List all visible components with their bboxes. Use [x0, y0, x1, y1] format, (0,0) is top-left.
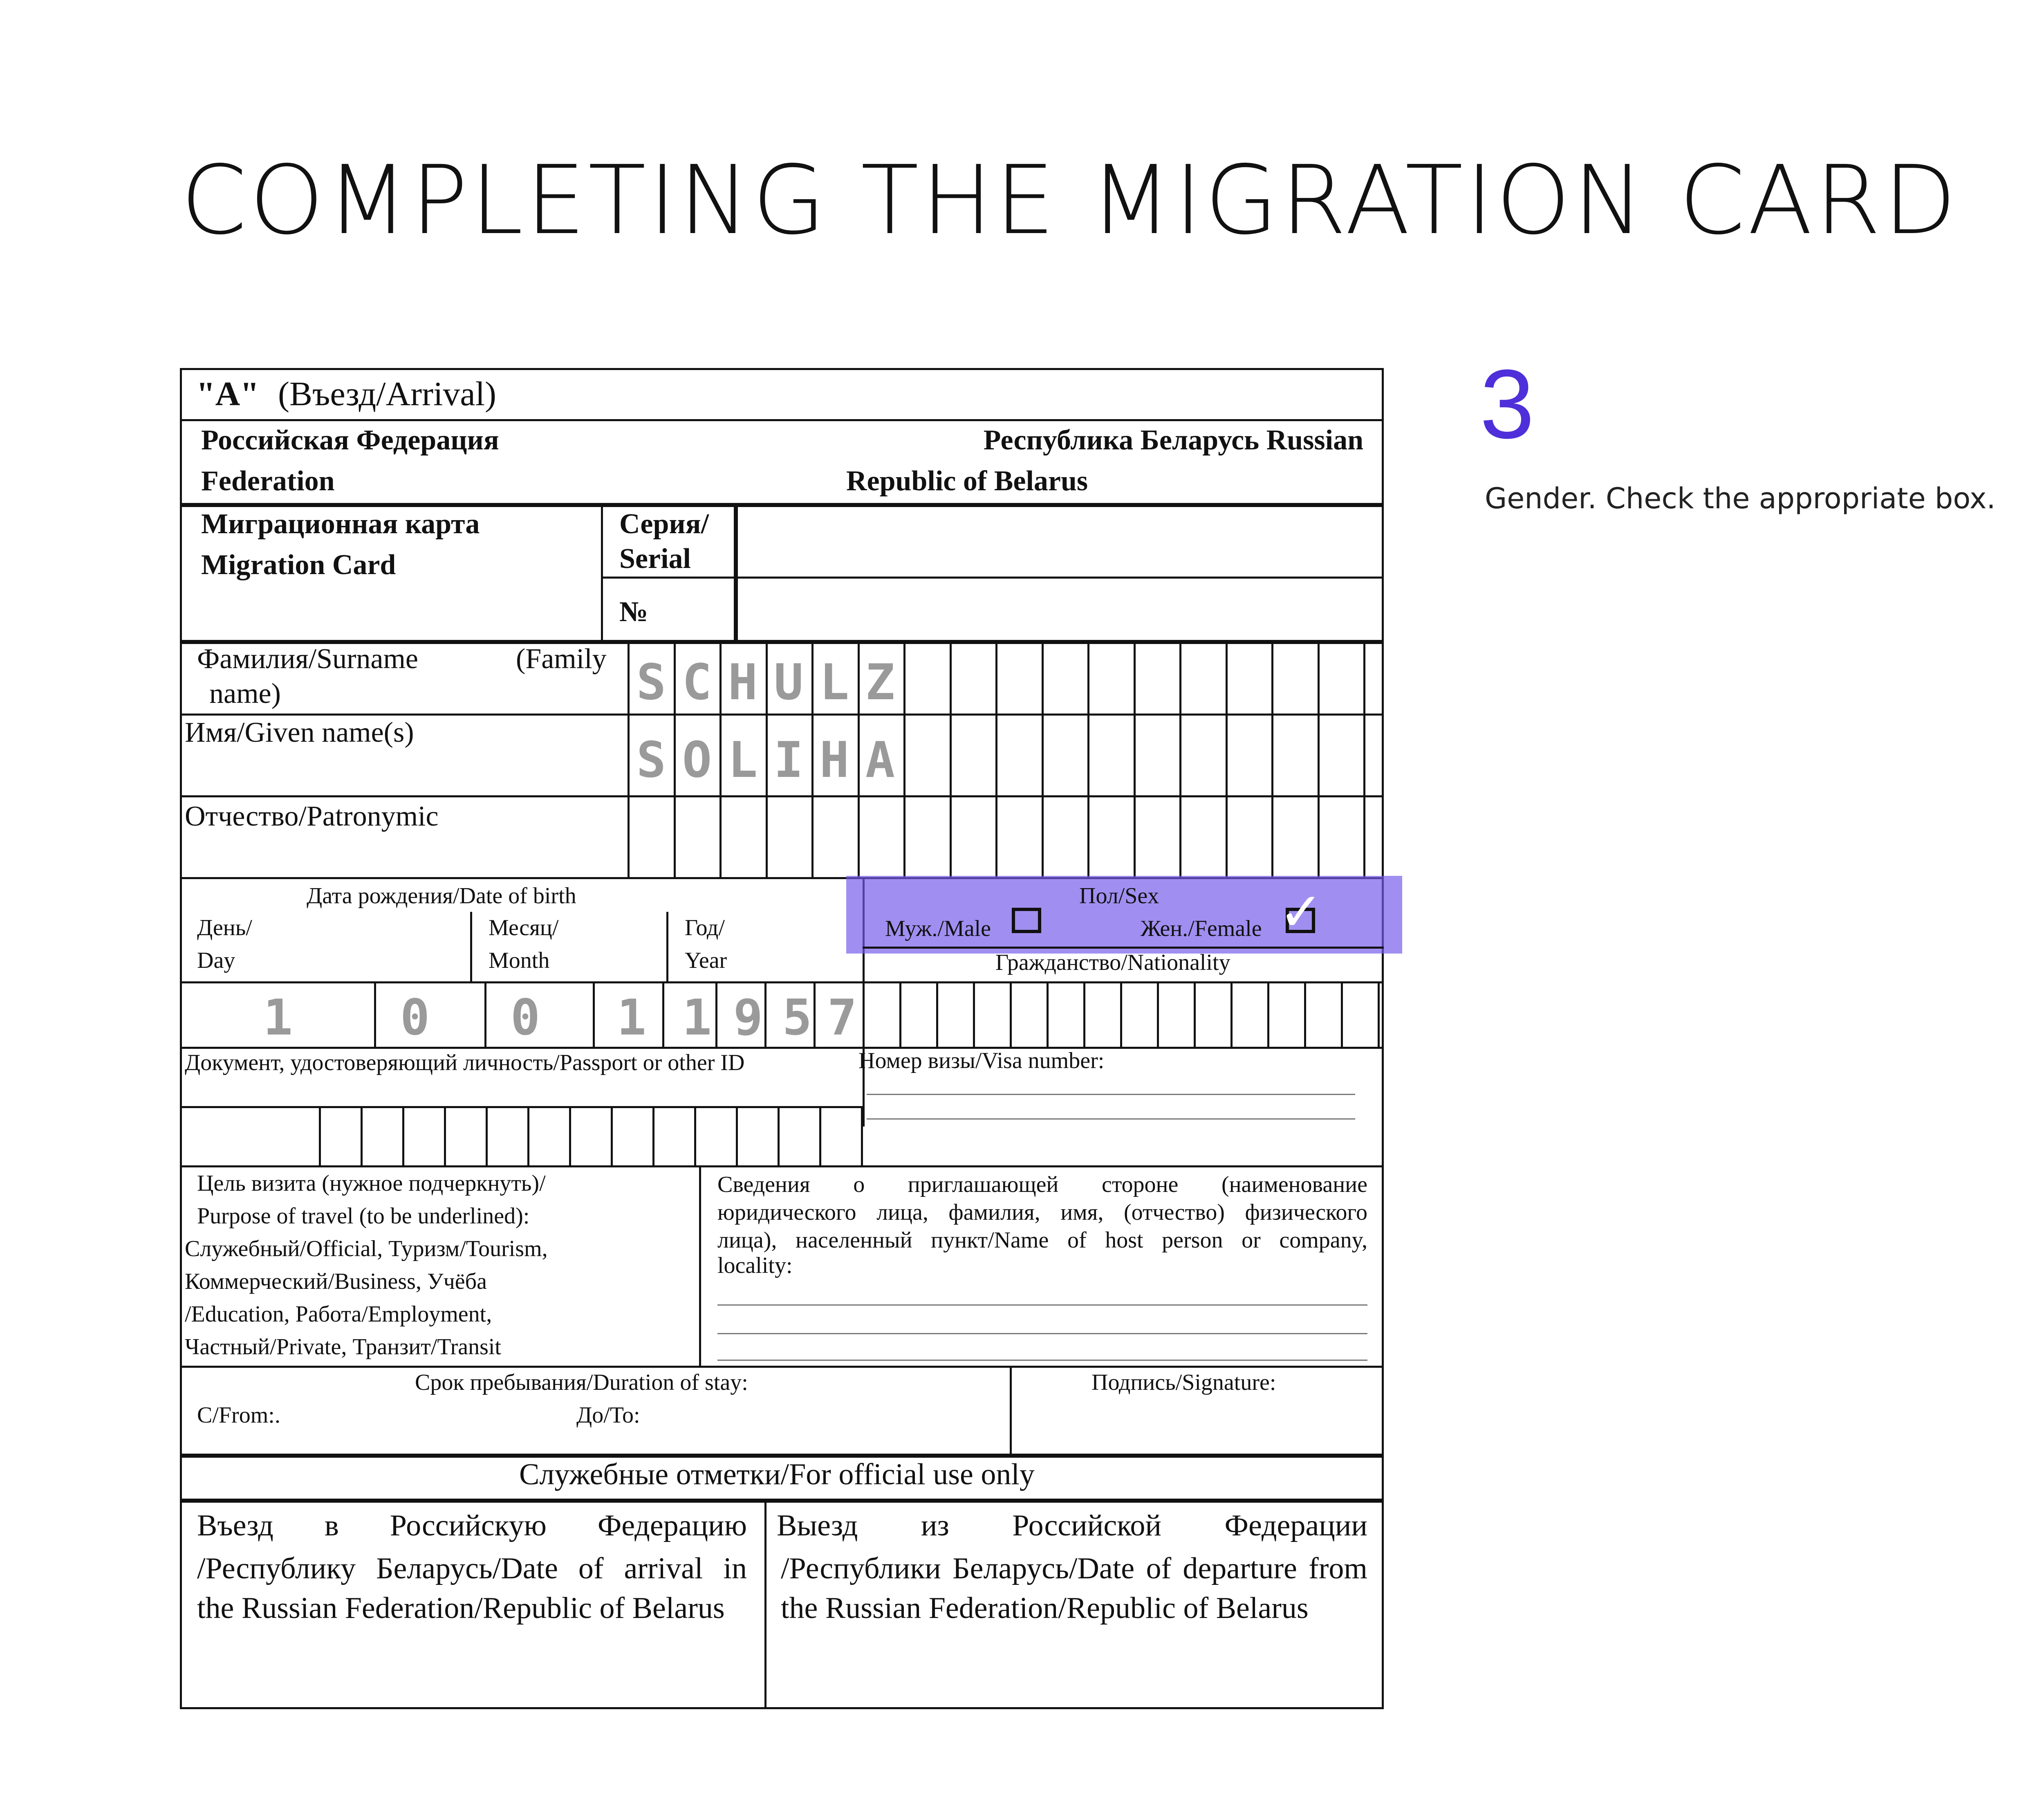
grid-cell-divider — [1363, 640, 1365, 877]
grid-cell-divider — [973, 981, 975, 1047]
divider — [180, 1047, 1384, 1049]
number-sign: № — [619, 596, 648, 628]
grid-cell-divider — [950, 640, 952, 877]
grid-cell-divider — [611, 1106, 613, 1165]
divider — [601, 505, 603, 640]
grid-cell-divider — [995, 640, 997, 877]
purpose-line: Частный/Private, Транзит/Transit — [185, 1334, 501, 1360]
grid-cell-divider — [1083, 981, 1085, 1047]
dob-digit: 5 — [782, 990, 812, 1046]
grid-cell-divider — [778, 1106, 780, 1165]
belarus-russian: Республика Беларусь Russian — [983, 424, 1363, 456]
purpose-line: /Education, Работа/Employment, — [185, 1302, 492, 1327]
day-label-en: Day — [197, 948, 235, 973]
dob-digit: 1 — [682, 990, 712, 1046]
host-line: locality: — [717, 1253, 793, 1278]
grid-cell-divider — [1318, 640, 1320, 877]
page-title: COMPLETING THE MIGRATION CARD — [181, 145, 1959, 256]
to-label: До/To: — [576, 1403, 640, 1428]
grid-cell-divider — [1378, 981, 1380, 1047]
grid-cell-divider — [1042, 640, 1044, 877]
divider — [180, 795, 1384, 797]
host-line-rule — [717, 1304, 1367, 1306]
grid-cell-divider — [319, 1106, 321, 1165]
surname-label-name: name) — [209, 678, 281, 709]
surname-letter: L — [819, 654, 849, 711]
grid-cell-divider — [1134, 640, 1136, 877]
surname-letter: U — [773, 654, 804, 711]
given-name-letter: L — [728, 732, 758, 789]
duration-label: Срок пребывания/Duration of stay: — [415, 1370, 748, 1395]
host-line: Сведения о приглашающей стороне (наименование — [717, 1172, 1367, 1197]
signature-label: Подпись/Signature: — [1091, 1370, 1276, 1395]
grid-cell-divider — [736, 1106, 738, 1165]
host-line-rule — [717, 1333, 1367, 1334]
departure-date-line: /Республики Беларусь/Date of departure from — [781, 1552, 1367, 1585]
grid-cell-divider — [1341, 981, 1343, 1047]
male-label: Муж./Male — [885, 916, 991, 941]
host-line: юридического лица, фамилия, имя, (отчество) физического — [717, 1200, 1367, 1225]
male-checkbox[interactable] — [1012, 908, 1041, 933]
russian-federation: Российская Федерация — [201, 424, 499, 456]
grid-cell-divider — [819, 1106, 821, 1165]
divider — [180, 503, 1384, 507]
grid-cell-divider — [1120, 981, 1122, 1047]
arrival-code: "A" — [196, 375, 259, 413]
grid-cell-divider — [652, 1106, 654, 1165]
departure-date-line: the Russian Federation/Republic of Belarus — [781, 1591, 1309, 1625]
visa-number-label: Номер визы/Visa number: — [858, 1048, 1105, 1073]
divider — [180, 1366, 1384, 1368]
dob-digit: 1 — [263, 990, 293, 1046]
departure-date-line: Выезд из Российской Федерации — [777, 1509, 1367, 1542]
surname-letter: H — [728, 654, 758, 711]
grid-cell-divider — [1179, 640, 1181, 877]
grid-cell-divider — [936, 981, 938, 1047]
grid-cell-divider — [1087, 640, 1089, 877]
grid-cell-divider — [402, 1106, 404, 1165]
grid-cell-divider — [361, 1106, 363, 1165]
grid-cell-divider — [1267, 981, 1269, 1047]
year-label-ru: Год/ — [685, 915, 725, 940]
grid-cell-divider — [1304, 981, 1306, 1047]
given-name-letter: A — [865, 732, 895, 789]
purpose-line: Purpose of travel (to be underlined): — [197, 1203, 530, 1229]
given-name-label: Имя/Given name(s) — [185, 717, 414, 748]
given-name-letter: O — [682, 732, 712, 789]
from-label: С/From:. — [197, 1403, 280, 1428]
grid-cell-divider — [569, 1106, 571, 1165]
visa-line — [867, 1094, 1355, 1095]
female-checkmark: ✓ — [1279, 881, 1323, 943]
dob-digit: 7 — [827, 990, 857, 1046]
purpose-line: Служебный/Official, Туризм/Tourism, — [185, 1236, 548, 1261]
dob-digit: 9 — [733, 990, 763, 1046]
grid-cell-divider — [374, 981, 376, 1047]
female-label: Жен./Female — [1141, 916, 1262, 941]
nationality-label: Гражданство/Nationality — [995, 950, 1230, 975]
id-document-label: Документ, удостоверяющий личность/Passport or other ID — [185, 1050, 745, 1075]
grid-cell-divider — [899, 981, 901, 1047]
surname-letter: S — [636, 654, 666, 711]
visa-line — [867, 1118, 1355, 1120]
surname-letter: C — [682, 654, 712, 711]
sex-label: Пол/Sex — [1079, 883, 1159, 909]
migration-card-form — [180, 368, 1384, 1709]
grid-cell-divider — [1230, 981, 1233, 1047]
grid-cell-divider — [444, 1106, 446, 1165]
divider — [180, 419, 1384, 421]
divider — [666, 912, 668, 981]
arrival-date-line: Въезд в Российскую Федерацию — [197, 1509, 747, 1542]
grid-cell-divider — [1271, 640, 1273, 877]
year-label-en: Year — [685, 948, 727, 973]
given-name-letter: S — [636, 732, 666, 789]
surname-label: Фамилия/Surname — [197, 643, 418, 675]
grid-cell-divider — [593, 981, 595, 1047]
grid-cell-divider — [861, 1106, 863, 1165]
grid-cell-divider — [903, 640, 905, 877]
month-label-ru: Месяц/ — [489, 915, 559, 940]
grid-cell-divider — [527, 1106, 529, 1165]
arrival-label: (Въезд/Arrival) — [278, 375, 497, 413]
grid-cell-divider — [662, 981, 664, 1047]
divider — [180, 1106, 865, 1108]
divider — [863, 947, 1384, 949]
divider — [764, 1501, 766, 1709]
patronymic-label: Отчество/Patronymic — [185, 801, 439, 832]
arrival-date-line: /Республику Беларусь/Date of arrival in — [197, 1552, 747, 1585]
grid-cell-divider — [484, 981, 486, 1047]
given-name-letter: H — [819, 732, 849, 789]
dob-label: Дата рождения/Date of birth — [307, 883, 576, 909]
grid-cell-divider — [486, 1106, 488, 1165]
divider — [180, 981, 1384, 983]
official-use-label: Служебные отметки/For official use only — [519, 1458, 1035, 1491]
grid-cell-divider — [1157, 981, 1159, 1047]
federation-word: Federation — [201, 465, 335, 497]
purpose-line: Коммерческий/Business, Учёба — [185, 1269, 487, 1294]
surname-letter: Z — [865, 654, 895, 711]
serial-label-ru: Серия/ — [619, 508, 709, 540]
grid-cell-divider — [1226, 640, 1228, 877]
divider — [180, 714, 1384, 716]
dob-digit: 1 — [616, 990, 647, 1046]
grid-cell-divider — [1010, 981, 1012, 1047]
given-name-letter: I — [773, 732, 804, 789]
host-line-rule — [717, 1360, 1367, 1361]
step-number: 3 — [1480, 349, 1535, 459]
migration-card-en: Migration Card — [201, 549, 396, 581]
divider — [180, 1499, 1384, 1503]
dob-digit: 0 — [510, 990, 540, 1046]
grid-cell-divider — [1047, 981, 1049, 1047]
day-label-ru: День/ — [197, 915, 252, 940]
grid-cell-divider — [1194, 981, 1196, 1047]
divider — [601, 577, 1384, 579]
divider — [1010, 1366, 1012, 1456]
surname-label-family: (Family — [516, 643, 607, 675]
arrival-date-line: the Russian Federation/Republic of Belarus — [197, 1591, 725, 1625]
host-line: лица), населенный пункт/Name of host person or company, — [717, 1228, 1367, 1253]
month-label-en: Month — [489, 948, 550, 973]
divider — [180, 1165, 1384, 1167]
grid-cell-divider — [694, 1106, 696, 1165]
divider — [470, 912, 472, 981]
divider — [180, 1454, 1384, 1458]
dob-digit: 0 — [400, 990, 430, 1046]
purpose-line: Цель визита (нужное подчеркнуть)/ — [197, 1171, 546, 1196]
divider — [734, 505, 738, 640]
step-instruction: Gender. Check the appropriate box. — [1485, 482, 1996, 515]
serial-label-en: Serial — [619, 543, 691, 574]
republic-of-belarus: Republic of Belarus — [846, 465, 1088, 497]
divider — [699, 1165, 701, 1366]
migration-card-ru: Миграционная карта — [201, 508, 480, 540]
